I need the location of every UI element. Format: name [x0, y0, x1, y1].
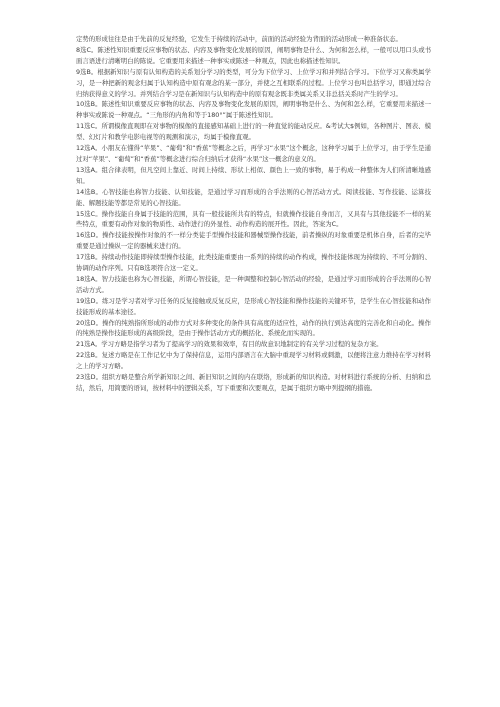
answer-9: 9选B。根据新知识与原有认知构造的关系划分学习的类型，可分为下位学习、上位学习和并列结合学习。下位学习又称类属学习，是一种把新的观念归属于认知构造中原有观念的某一部分，并使之互相联系的过程。上位学习也叫总括学习，即通过综合归纳获得意义的学习。并列结合学习是在新知识与认知构造中的原有观念既非类属关系又非总括关系时产生的学习。 [76, 67, 431, 98]
document-page [76, 34, 431, 394]
answer-13: 13选A。组合律表明，但凡空间上靠近、时间上持续、形状上相似、颜色上一致的事物，易于构成一种整体为人们所清晰地感知。 [76, 165, 431, 185]
paragraph-intro: 定势的形成往往是由于先前的反复经验，它发生于持续的活动中，前面的活动经验为背面的活动形成一种准备状态。 [76, 35, 402, 43]
answer-20: 20选D。操作的纯熟指所形成的动作方式对多种变化的条件具有高度的适应性，动作的执行到达高度的完善化和自动化。操作的纯熟是操作技能形成的高级阶段，是由于操作活动方式的概括化、系统化而实现的。 [76, 318, 431, 338]
answer-15: 15选C。操作技能自身属于技能的范围，具有一般技能所共有的特点，但就操作技能自身而言，又具有与其他技能不一样的某些特点，重要有动作对象的物质性、动作进行的外显性、动作构造的展开性。因此，答案为C。 [76, 209, 431, 229]
answer-21: 21选A。学习方略是指学习者为了提高学习的效果和效率，有目的故意识地制定的有关学习过程的复杂方案。 [76, 340, 383, 349]
answer-10: 10选B。陈述性知识重要反应事物的状态、内容及事物变化发展的原因，阐明事物是什么、为何和怎么样，它重要用来描述一种事实或陈说一种观点。“三角形的内角和等于180°”属于陈述性知识。 [76, 100, 431, 120]
answer-22: 22选B。复述方略是在工作记忆中为了保持信息，运用内部语言在大脑中重现学习材料或刺激，以便将注意力维持在学习材料之上的学习方略。 [76, 351, 431, 371]
answer-18: 18选A。智力技能也称为心智技能，所谓心智技能，是一种调整和控制心智活动的经验，是通过学习而形成的合乎法则的心智活动方式。 [76, 274, 431, 294]
answer-17: 17选B。持续动作技能即持续型操作技能，此类技能重要由一系列的持续的动作构成，操作技能体现为持续的、不可分割的、协调的动作序列。只有B选项符合这一定义。 [76, 253, 431, 273]
answer-12: 12选A。小朋友在懂得“苹果”、“葡萄”和“香蕉”等概念之后，再学习“水果”这个概念，这种学习属于上位学习，由于学生是通过对“苹果”、“葡萄”和“香蕉”等概念进行综合归纳后才获得“水果”这一概念的意义的。 [76, 144, 431, 163]
answer-23: 23选D。组织方略是整合所学新知识之间、新旧知识之间的内在联络，形成新的知识构造。对材料进行系统的分析、归纳和总结，然后，用简要的语词，按材料中的逻辑关系，写下重要和次要观点，是属于组织方略中列提纲的措施。 [76, 373, 431, 392]
answer-14: 14选B。心智技能也称智力技能、认知技能，是通过学习而形成的合乎法则的心智活动方式。阅读技能、写作技能、运算技能、解题技能等都是常见的心智技能。 [76, 187, 431, 207]
answer-8: 8选C。陈述性知识重要反应事物的状态、内容及事物变化发展的原因，阐明事物是什么、为何和怎么样，一般可以用口头或书面言语进行清晰明白的陈说。它重要用来描述一种事实或陈述一种观点，因此也称描述性知识。 [76, 45, 431, 65]
answer-19: 19选D。练习是学习者对学习任务的反复接触或反复反应，是形成心智技能和操作技能的关键环节，是学生在心智技能和动作技能形成的基本途径。 [76, 296, 431, 316]
answer-11: 11选C。所谓模像直观即在对事物的模像的直接感知基础上进行的一种直觉的能动反应。&考试大$例如，各种图片、图表、模型、幻灯片和教学电影电视等的观测和演示，均属于模像直观。 [76, 122, 431, 142]
answer-16: 16选D。操作技能按操作对象的不一样分类徒手型操作技能和器械型操作技能，前者操纵的对象重要是机体自身，后者的完毕重要是通过操纵一定的器械来进行的。 [76, 231, 431, 251]
